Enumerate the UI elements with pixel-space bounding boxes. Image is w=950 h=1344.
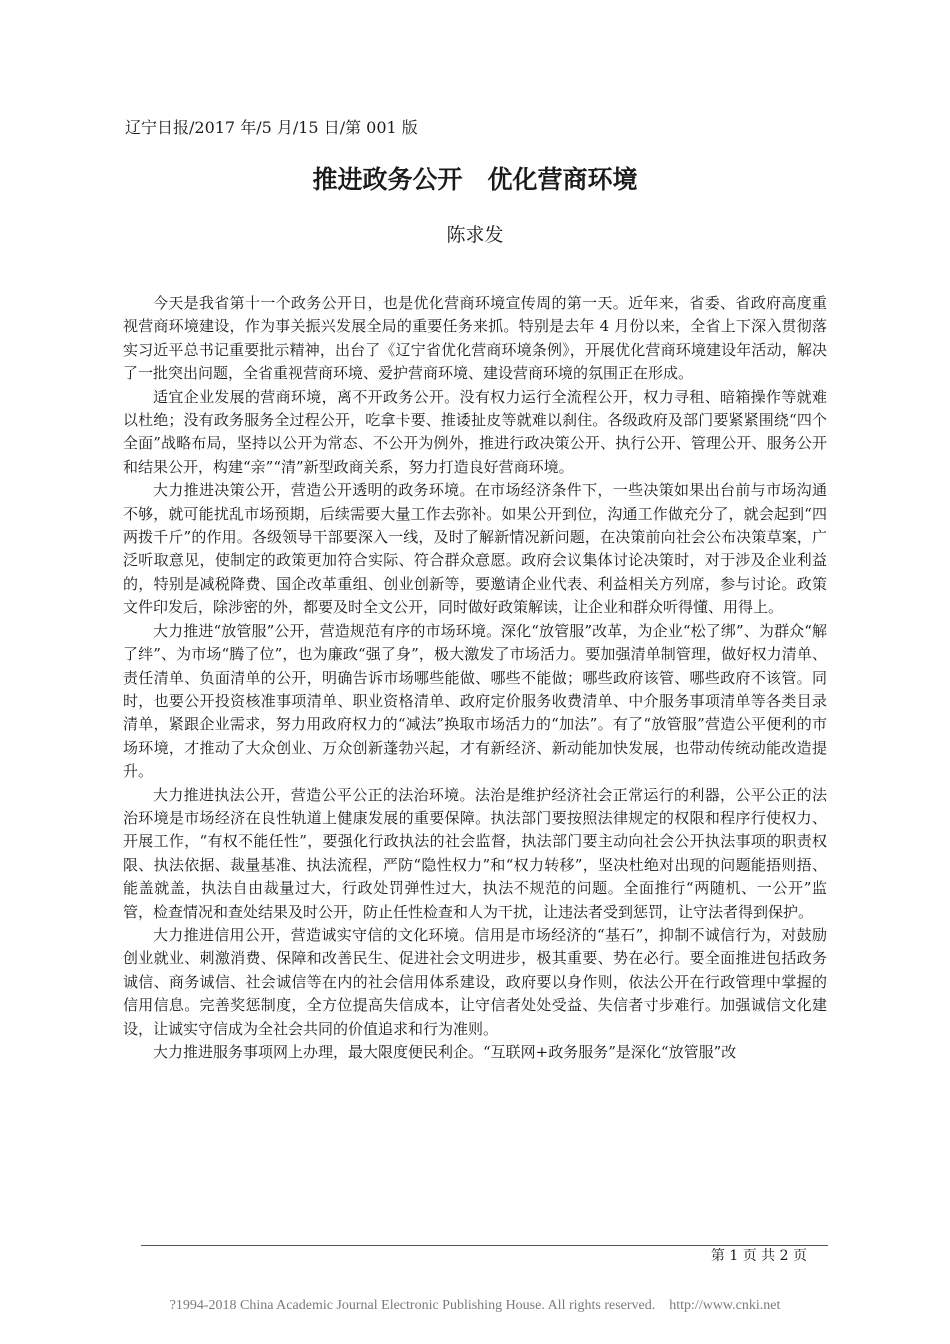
copyright-footer: ?1994-2018 China Academic Journal Electronic Publishing House. All rights reserved. http://www.cnki.net [169, 1298, 781, 1313]
article-body [123, 292, 827, 1064]
source-line: 辽宁日报/2017 年/5 月/15 日/第 001 版 [125, 118, 418, 137]
paragraph-3: 大力推进决策公开，营造公开透明的政务环境。在市场经济条件下，一些决策如果出台前与市场沟通不够，就可能扰乱市场预期，后续需要大量工作去弥补。如果公开到位，沟通工作做充分了，就会起到“四两拨千斤”的作用。各级领导干部要深入一线，及时了解新情况新问题，在决策前向社会公布决策草案，广泛听取意见，使制定的政策更加符合实际、符合群众意愿。政府会议集体讨论决策时，对于涉及企业利益的，特别是减税降费、国企改革重组、创业创新等，要邀请企业代表、利益相关方列席，参与讨论。政策文件印发后，除涉密的外，都要及时全文公开，同时做好政策解读，让企业和群众听得懂、用得上。 [123, 481, 827, 617]
paragraph-7: 大力推进服务事项网上办理，最大限度便民利企。“互联网+政务服务”是深化“放管服”改 [153, 1043, 737, 1061]
paragraph-4: 大力推进“放管服”公开，营造规范有序的市场环境。深化“放管服”改革，为企业“松了绑”、为群众“解了绊”、为市场“腾了位”，也为廉政“强了身”，极大激发了市场活力。要加强清单制管理，做好权力清单、责任清单、负面清单的公开，明确告诉市场哪些能做、哪些不能做；哪些政府该管、哪些政府不该管。同时，也要公开投资核准事项清单、职业资格清单、政府定价服务收费清单、中介服务事项清单等各类目录清单，紧跟企业需求，努力用政府权力的“减法”换取市场活力的“加法”。有了“放管服”营造公平便利的市场环境，才推动了大众创业、万众创新蓬勃兴起，才有新经济、新动能加快发展，也带动传统动能改造提升。 [123, 621, 827, 781]
paragraph-1: 今天是我省第十一个政务公开日，也是优化营商环境宣传周的第一天。近年来，省委、省政府高度重视营商环境建设，作为事关振兴发展全局的重要任务来抓。特别是去年 4 月份以来，全省上下深入贯彻落实习近平总书记重要批示精神，出台了《辽宁省优化营商环境条例》，开展优化营商环境建设年活动，解决了一批突出问题，全省重视营商环境、爱护营商环境、建设营商环境的氛围正在形成。 [123, 294, 827, 383]
article-title: 推进政务公开 优化营商环境 [312, 165, 638, 194]
paragraph-6: 大力推进信用公开，营造诚实守信的文化环境。信用是市场经济的“基石”，抑制不诚信行为，对鼓励创业就业、刺激消费、保障和改善民生、促进社会文明进步，极其重要、势在必行。要全面推进包括政务诚信、商务诚信、社会诚信等在内的社会信用体系建设，政府要以身作则，依法公开在行政管理中掌握的信用信息。完善奖惩制度，全方位提高失信成本，让守信者处处受益、失信者寸步难行。加强诚信文化建设，让诚实守信成为全社会共同的价值追求和行为准则。 [123, 925, 827, 1038]
page-number: 第 1 页 共 2 页 [710, 1248, 807, 1264]
footer-rule [141, 1245, 828, 1246]
paragraph-5: 大力推进执法公开，营造公平公正的法治环境。法治是维护经济社会正常运行的利器，公平公正的法治环境是市场经济在良性轨道上健康发展的重要保障。执法部门要按照法律规定的权限和程序行使权力、开展工作，“有权不能任性”，要强化行政执法的社会监督，执法部门要主动向社会公开执法事项的职责权限、执法依据、裁量基准、执法流程，严防“隐性权力”和“权力转移”，坚决杜绝对出现的问题能捂则捂、能盖就盖，执法自由裁量过大，行政处罚弹性过大，执法不规范的问题。全面推行“两随机、一公开”监管，检查情况和查处结果及时公开，防止任性检查和人为干扰，让违法者受到惩罚，让守法者得到保护。 [123, 785, 827, 921]
paragraph-2: 适宜企业发展的营商环境，离不开政务公开。没有权力运行全流程公开，权力寻租、暗箱操作等就难以杜绝；没有政务服务全过程公开，吃拿卡要、推诿扯皮等就难以刹住。各级政府及部门要紧紧围绕“四个全面”战略布局，坚持以公开为常态、不公开为例外，推进行政决策公开、执行公开、管理公开、服务公开和结果公开，构建“亲”“清”新型政商关系，努力打造良好营商环境。 [123, 387, 827, 476]
article-author: 陈求发 [446, 224, 504, 246]
